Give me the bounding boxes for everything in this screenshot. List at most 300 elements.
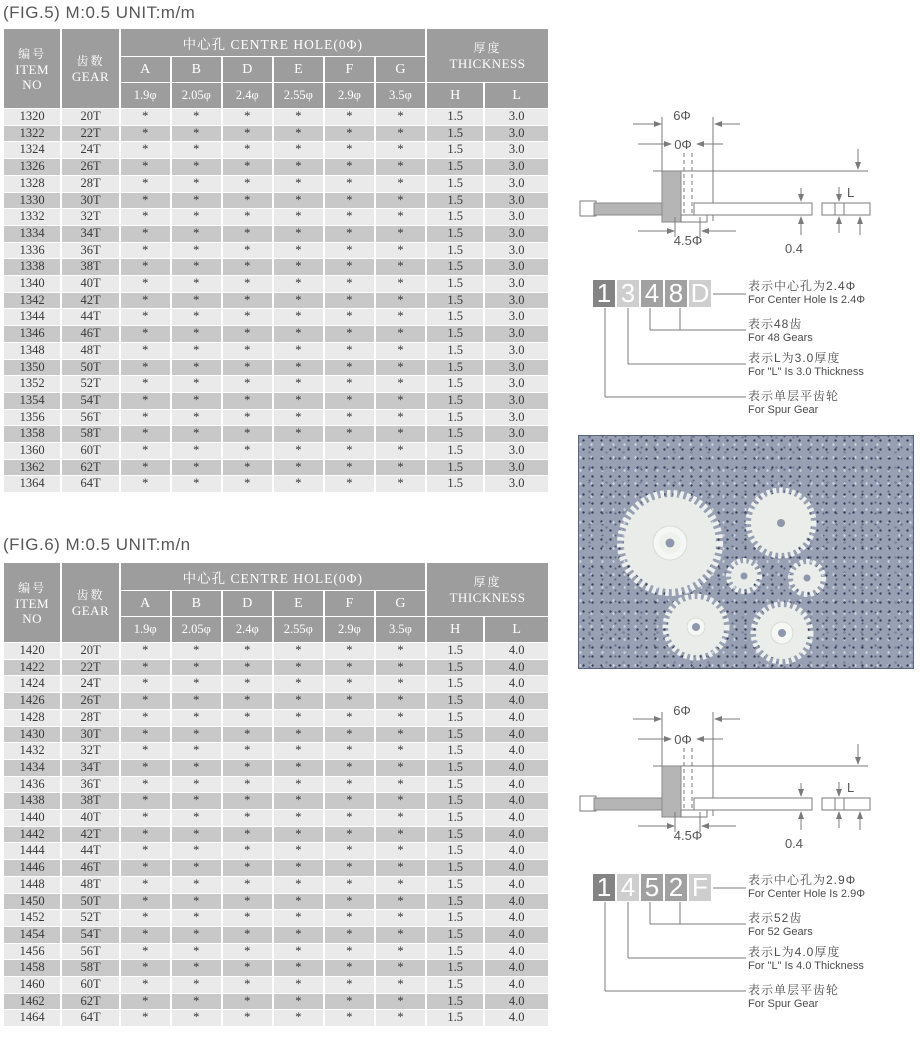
hole-letter-header: D (223, 57, 272, 82)
hole-mark-cell: * (121, 910, 170, 926)
hole-mark-cell: * (223, 142, 272, 158)
hole-size-header: 1.9φ (121, 83, 170, 108)
gear-cell: 62T (62, 460, 118, 476)
l-cell: 4.0 (485, 727, 548, 743)
dim-hole-label: 0Φ (674, 137, 692, 152)
legend-note-gears (748, 318, 918, 345)
hole-letter-header: E (274, 591, 323, 616)
part-number-digit: 4 (641, 280, 663, 307)
hole-mark-cell: * (121, 777, 170, 793)
l-cell: 3.0 (485, 209, 548, 225)
l-cell: 4.0 (485, 693, 548, 709)
hole-mark-cell: * (121, 710, 170, 726)
hole-mark-cell: * (325, 927, 374, 943)
hole-mark-cell: * (274, 309, 323, 325)
hole-mark-cell: * (274, 894, 323, 910)
hole-mark-cell: * (172, 777, 221, 793)
l-cell: 4.0 (485, 894, 548, 910)
hole-mark-cell: * (121, 1010, 170, 1026)
note-en: For Center Hole Is 2.4Φ (748, 293, 865, 306)
hole-mark-cell: * (325, 443, 374, 459)
hole-mark-cell: * (325, 810, 374, 826)
hole-mark-cell: * (376, 843, 425, 859)
table-row (4, 793, 548, 809)
table-row (4, 894, 548, 910)
l-cell: 4.0 (485, 810, 548, 826)
gear-photo-item (754, 605, 810, 661)
part-number-digit: F (689, 874, 711, 901)
gear-cell: 40T (62, 810, 118, 826)
l-cell: 3.0 (485, 193, 548, 209)
table-row (4, 460, 548, 476)
hole-mark-cell: * (172, 109, 221, 125)
hole-mark-cell: * (376, 476, 425, 492)
table-row (4, 994, 548, 1010)
hole-mark-cell: * (223, 360, 272, 376)
hole-size-header: 2.55φ (274, 83, 323, 108)
hole-mark-cell: * (376, 727, 425, 743)
hole-mark-cell: * (172, 960, 221, 976)
hole-mark-cell: * (274, 159, 323, 175)
table-row (4, 1010, 548, 1026)
part-number-digit: 1 (593, 280, 615, 307)
hole-mark-cell: * (376, 243, 425, 259)
hole-mark-cell: * (172, 1010, 221, 1026)
hole-mark-cell: * (172, 259, 221, 275)
part-number-legend-1348D (580, 278, 920, 423)
gear-cell: 34T (62, 760, 118, 776)
gear-cell: 32T (62, 209, 118, 225)
gear-cell: 54T (62, 927, 118, 943)
hole-mark-cell: * (376, 360, 425, 376)
hole-mark-cell: * (172, 660, 221, 676)
hole-mark-cell: * (121, 243, 170, 259)
table-row (4, 326, 548, 342)
hole-letter-header: A (121, 57, 170, 82)
gear-cell: 46T (62, 326, 118, 342)
hole-mark-cell: * (376, 827, 425, 843)
hole-mark-cell: * (223, 476, 272, 492)
hole-mark-cell: * (172, 843, 221, 859)
table-row (4, 176, 548, 192)
hole-mark-cell: * (274, 476, 323, 492)
gear-cell: 64T (62, 476, 118, 492)
item-no-cell: 1460 (4, 977, 60, 993)
note-zh: 表示单层平齿轮 (748, 983, 840, 997)
hole-mark-cell: * (223, 226, 272, 242)
table-row (4, 259, 548, 275)
hole-mark-cell: * (223, 159, 272, 175)
table-row (4, 810, 548, 826)
item-no-cell: 1330 (4, 193, 60, 209)
note-en: For 48 Gears (748, 331, 813, 344)
hole-mark-cell: * (223, 376, 272, 392)
h-cell: 1.5 (427, 910, 483, 926)
hole-mark-cell: * (325, 827, 374, 843)
l-cell: 3.0 (485, 426, 548, 442)
hole-mark-cell: * (376, 894, 425, 910)
l-cell: 3.0 (485, 243, 548, 259)
hole-mark-cell: * (376, 860, 425, 876)
hole-size-header: 2.9φ (325, 617, 374, 642)
hole-mark-cell: * (325, 894, 374, 910)
hole-mark-cell: * (274, 676, 323, 692)
item-no-header-en: ITEM NO (15, 61, 50, 92)
hole-mark-cell: * (376, 259, 425, 275)
l-cell: 4.0 (485, 877, 548, 893)
hole-mark-cell: * (325, 243, 374, 259)
item-no-header (4, 563, 60, 642)
hole-mark-cell: * (325, 176, 374, 192)
hole-mark-cell: * (223, 410, 272, 426)
h-cell: 1.5 (427, 226, 483, 242)
part-number-digit: 5 (641, 874, 663, 901)
table-row (4, 910, 548, 926)
hole-mark-cell: * (121, 643, 170, 659)
hole-mark-cell: * (274, 410, 323, 426)
hole-mark-cell: * (172, 710, 221, 726)
gear-photo-item (666, 597, 726, 657)
hole-mark-cell: * (376, 777, 425, 793)
hole-mark-cell: * (223, 827, 272, 843)
h-cell: 1.5 (427, 877, 483, 893)
hole-mark-cell: * (325, 142, 374, 158)
item-no-cell: 1462 (4, 994, 60, 1010)
hole-mark-cell: * (274, 910, 323, 926)
legend-note-thickness (748, 946, 918, 973)
gear-cell: 34T (62, 226, 118, 242)
hole-mark-cell: * (223, 693, 272, 709)
item-no-cell: 1424 (4, 676, 60, 692)
hole-mark-cell: * (172, 927, 221, 943)
hole-mark-cell: * (274, 793, 323, 809)
hole-mark-cell: * (172, 293, 221, 309)
hole-mark-cell: * (172, 159, 221, 175)
hole-mark-cell: * (121, 660, 170, 676)
hole-mark-cell: * (172, 410, 221, 426)
hole-mark-cell: * (376, 994, 425, 1010)
fig5-heading: (FIG.5) M:0.5 UNIT:m/m (3, 3, 196, 22)
hole-mark-cell: * (121, 126, 170, 142)
gear-cross-section-diagram (578, 698, 915, 860)
item-no-cell: 1440 (4, 810, 60, 826)
l-cell: 3.0 (485, 259, 548, 275)
h-cell: 1.5 (427, 1010, 483, 1026)
legend-note-center-hole (748, 280, 918, 307)
gear-cell: 28T (62, 176, 118, 192)
l-cell: 3.0 (485, 326, 548, 342)
hole-mark-cell: * (274, 994, 323, 1010)
table-row (4, 142, 548, 158)
hole-mark-cell: * (325, 877, 374, 893)
hole-mark-cell: * (223, 193, 272, 209)
table-row (4, 727, 548, 743)
hole-mark-cell: * (172, 860, 221, 876)
hole-mark-cell: * (223, 994, 272, 1010)
l-cell: 4.0 (485, 1010, 548, 1026)
part-number-digits (593, 280, 711, 307)
hole-mark-cell: * (274, 760, 323, 776)
table-row (4, 209, 548, 225)
hole-mark-cell: * (121, 860, 170, 876)
hole-mark-cell: * (121, 410, 170, 426)
table-row (4, 643, 548, 659)
hole-mark-cell: * (376, 142, 425, 158)
hole-mark-cell: * (325, 960, 374, 976)
hole-mark-cell: * (274, 710, 323, 726)
hole-mark-cell: * (121, 760, 170, 776)
h-cell: 1.5 (427, 660, 483, 676)
item-no-cell: 1334 (4, 226, 60, 242)
dim-plate-thickness-label: 0.4 (784, 241, 804, 256)
hole-mark-cell: * (223, 460, 272, 476)
l-cell: 4.0 (485, 777, 548, 793)
hole-mark-cell: * (274, 643, 323, 659)
h-cell: 1.5 (427, 894, 483, 910)
hole-mark-cell: * (325, 760, 374, 776)
hole-mark-cell: * (325, 1010, 374, 1026)
h-cell: 1.5 (427, 109, 483, 125)
item-no-cell: 1428 (4, 710, 60, 726)
table-row (4, 293, 548, 309)
gears-photo-drawing (579, 436, 913, 668)
hole-mark-cell: * (223, 977, 272, 993)
h-cell: 1.5 (427, 994, 483, 1010)
l-cell: 4.0 (485, 960, 548, 976)
hole-mark-cell: * (121, 309, 170, 325)
hole-mark-cell: * (325, 193, 374, 209)
dim-hole-label: 0Φ (674, 732, 692, 747)
l-cell: 4.0 (485, 860, 548, 876)
hole-mark-cell: * (274, 193, 323, 209)
table-row (4, 426, 548, 442)
hole-mark-cell: * (121, 343, 170, 359)
hole-letter-header: B (172, 591, 221, 616)
gear-photo-item (791, 562, 823, 594)
hole-mark-cell: * (223, 109, 272, 125)
h-cell: 1.5 (427, 960, 483, 976)
gear-cell: 26T (62, 159, 118, 175)
h-cell: 1.5 (427, 293, 483, 309)
hole-letter-header: D (223, 591, 272, 616)
hole-mark-cell: * (325, 376, 374, 392)
thickness-header-zh: 厚度 (473, 575, 502, 590)
hole-mark-cell: * (121, 693, 170, 709)
hole-mark-cell: * (325, 393, 374, 409)
gear-cell: 54T (62, 393, 118, 409)
hole-mark-cell: * (121, 944, 170, 960)
hole-mark-cell: * (172, 910, 221, 926)
gear-cell: 52T (62, 376, 118, 392)
hole-mark-cell: * (121, 743, 170, 759)
note-en: For "L" Is 4.0 Thickness (748, 959, 864, 972)
hole-mark-cell: * (172, 376, 221, 392)
hole-mark-cell: * (376, 910, 425, 926)
h-cell: 1.5 (427, 760, 483, 776)
note-zh: 表示L为3.0厚度 (748, 351, 841, 365)
table-row (4, 243, 548, 259)
l-cell: 3.0 (485, 476, 548, 492)
hole-letter-header: F (325, 57, 374, 82)
hole-mark-cell: * (325, 727, 374, 743)
hole-mark-cell: * (121, 676, 170, 692)
hole-mark-cell: * (172, 276, 221, 292)
hole-mark-cell: * (274, 426, 323, 442)
fig6-table-body (4, 643, 548, 1026)
hole-mark-cell: * (376, 293, 425, 309)
legend-note-center-hole (748, 874, 918, 901)
l-cell: 4.0 (485, 793, 548, 809)
hole-mark-cell: * (121, 426, 170, 442)
hole-mark-cell: * (223, 126, 272, 142)
gear-cell: 38T (62, 259, 118, 275)
gear-cell: 42T (62, 827, 118, 843)
table-row (4, 109, 548, 125)
table-row (4, 226, 548, 242)
hole-mark-cell: * (172, 827, 221, 843)
l-cell: 3.0 (485, 176, 548, 192)
item-no-cell: 1434 (4, 760, 60, 776)
hole-mark-cell: * (172, 877, 221, 893)
hole-mark-cell: * (121, 142, 170, 158)
hole-mark-cell: * (172, 693, 221, 709)
hole-mark-cell: * (274, 1010, 323, 1026)
hole-mark-cell: * (325, 326, 374, 342)
item-no-cell: 1420 (4, 643, 60, 659)
table-row (4, 393, 548, 409)
part-number-digit: 3 (617, 280, 639, 307)
hole-mark-cell: * (172, 426, 221, 442)
hole-mark-cell: * (376, 176, 425, 192)
hole-mark-cell: * (376, 743, 425, 759)
hole-mark-cell: * (223, 843, 272, 859)
hole-mark-cell: * (274, 860, 323, 876)
hole-mark-cell: * (172, 676, 221, 692)
h-cell: 1.5 (427, 259, 483, 275)
hole-mark-cell: * (325, 410, 374, 426)
hole-mark-cell: * (223, 309, 272, 325)
hole-mark-cell: * (223, 927, 272, 943)
table-row (4, 944, 548, 960)
hole-mark-cell: * (376, 643, 425, 659)
hole-mark-cell: * (274, 343, 323, 359)
gear-cell: 30T (62, 727, 118, 743)
h-cell: 1.5 (427, 209, 483, 225)
item-no-header-en: ITEM NO (15, 595, 50, 626)
l-cell: 4.0 (485, 827, 548, 843)
gear-cell: 30T (62, 193, 118, 209)
hole-mark-cell: * (376, 126, 425, 142)
gear-cell: 62T (62, 994, 118, 1010)
gear-cell: 58T (62, 426, 118, 442)
hole-mark-cell: * (325, 676, 374, 692)
hole-mark-cell: * (223, 343, 272, 359)
centre-hole-header: 中心孔 CENTRE HOLE(0Φ) (121, 563, 425, 590)
hole-mark-cell: * (325, 977, 374, 993)
hole-mark-cell: * (376, 927, 425, 943)
hole-mark-cell: * (223, 944, 272, 960)
l-cell: 3.0 (485, 309, 548, 325)
h-cell: 1.5 (427, 393, 483, 409)
hole-mark-cell: * (223, 710, 272, 726)
h-cell: 1.5 (427, 727, 483, 743)
hole-mark-cell: * (172, 810, 221, 826)
hole-mark-cell: * (274, 693, 323, 709)
hole-mark-cell: * (223, 276, 272, 292)
hole-mark-cell: * (172, 226, 221, 242)
hole-size-header: 2.9φ (325, 83, 374, 108)
hole-mark-cell: * (172, 977, 221, 993)
gear-cell: 44T (62, 309, 118, 325)
item-no-cell: 1458 (4, 960, 60, 976)
h-col-header: H (427, 83, 483, 108)
hole-mark-cell: * (376, 376, 425, 392)
note-en: For Spur Gear (748, 403, 819, 416)
dim-plate-thickness-label: 0.4 (784, 836, 804, 851)
hole-mark-cell: * (325, 994, 374, 1010)
table-row (4, 676, 548, 692)
hole-mark-cell: * (172, 443, 221, 459)
dim-height-label: L (847, 780, 855, 795)
dim-hub-top-label: 6Φ (673, 703, 691, 718)
gear-photo-item (621, 494, 719, 592)
hole-mark-cell: * (172, 243, 221, 259)
hole-mark-cell: * (121, 727, 170, 743)
h-cell: 1.5 (427, 676, 483, 692)
hole-mark-cell: * (121, 827, 170, 843)
hole-mark-cell: * (172, 126, 221, 142)
hole-mark-cell: * (274, 960, 323, 976)
item-no-cell: 1364 (4, 476, 60, 492)
legend-note-gears (748, 912, 918, 939)
dim-hub-top-label: 6Φ (673, 108, 691, 123)
hole-mark-cell: * (325, 660, 374, 676)
hole-mark-cell: * (274, 243, 323, 259)
gear-cell: 42T (62, 293, 118, 309)
h-cell: 1.5 (427, 643, 483, 659)
hole-mark-cell: * (223, 760, 272, 776)
l-cell: 4.0 (485, 927, 548, 943)
hole-mark-cell: * (325, 293, 374, 309)
h-cell: 1.5 (427, 426, 483, 442)
gear-cell: 32T (62, 743, 118, 759)
hole-mark-cell: * (274, 743, 323, 759)
hole-mark-cell: * (223, 910, 272, 926)
item-no-cell: 1436 (4, 777, 60, 793)
cross-section-drawing (578, 698, 915, 860)
hole-mark-cell: * (325, 226, 374, 242)
l-cell: 3.0 (485, 360, 548, 376)
hole-mark-cell: * (325, 360, 374, 376)
hole-mark-cell: * (223, 793, 272, 809)
hole-mark-cell: * (223, 676, 272, 692)
gear-cell: 22T (62, 660, 118, 676)
table-row (4, 693, 548, 709)
l-cell: 4.0 (485, 760, 548, 776)
hole-mark-cell: * (376, 793, 425, 809)
hole-mark-cell: * (376, 226, 425, 242)
hole-mark-cell: * (121, 994, 170, 1010)
l-cell: 4.0 (485, 843, 548, 859)
item-no-cell: 1430 (4, 727, 60, 743)
hole-letter-header: E (274, 57, 323, 82)
h-cell: 1.5 (427, 276, 483, 292)
hole-mark-cell: * (172, 727, 221, 743)
gear-cell: 56T (62, 944, 118, 960)
item-no-cell: 1438 (4, 793, 60, 809)
hole-mark-cell: * (121, 960, 170, 976)
gear-cell: 36T (62, 777, 118, 793)
